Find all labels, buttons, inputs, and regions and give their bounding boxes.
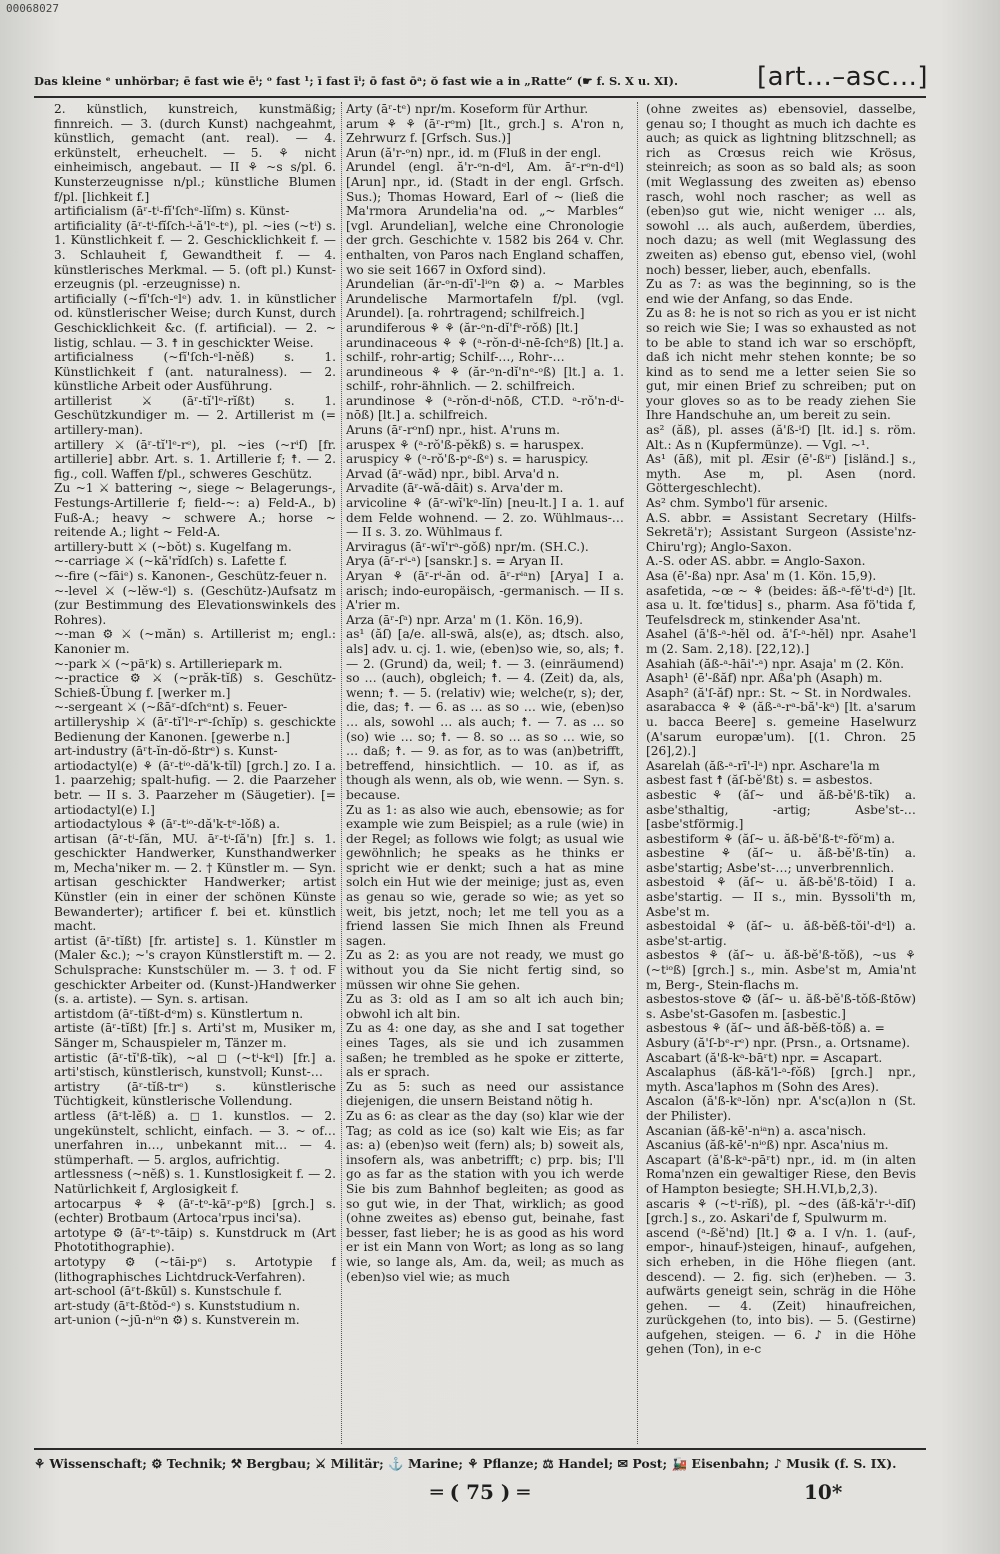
dictionary-entry: artiodactyl(e) ⚘ (āʳ-tⁱᵒ-dă'k-tĭl) [grch.] zo. I a. 1. paarzehig; spalt-hufig. — 2. die Paarzeher betr. — II s. 3. Paarzeher m (Säugetier). [= artiodactyl(e) I.]	[54, 758, 336, 817]
dictionary-entry: ~-level ⚔ (~lĕw-ᵉl) s. (Geschütz-)Aufsatz m (zur Bestimmung des Elevationswinkels des Rohres).	[54, 583, 336, 627]
dictionary-entry: A.-S. oder AS. abbr. = Anglo-Saxon.	[646, 554, 866, 569]
dictionary-entry: art-study (āʳt-ßtŏd-ᵉ) s. Kunststudium n.	[54, 1298, 300, 1313]
dictionary-entry: Asa (ē'-ßa) npr. Asa' m (1. Kön. 15,9).	[646, 569, 877, 583]
dictionary-entry: artless (āʳt-lĕß) a. ◻ 1. kunstlos. — 2. ungekünstelt, schlicht, einfach. — 3. ~ of… unerfahren in…, unbekannt mit… — 4. stümperhaft. — 5. arglos, aufrichtig.	[54, 1108, 336, 1167]
dictionary-entry: artistic (āʳ-tĭ'ß-tĭk), ~al ◻ (~tⁱ-kᵉl) [fr.] a. arti'stisch, künstlerisch, kunstvoll; Kunst-…	[54, 1050, 336, 1080]
dictionary-entry: Zu as 8: he is not so rich as you er ist nicht so reich wie Sie; I was so exhausted as not to be able to stand ich war so erschöpft, daß ich nicht mehr stehen konnte; be so kind as to send me a letter seien Sie so gut, mir einen Brief zu schreiben; put on your gloves so as to be ready ziehen Sie Ihre Handschuhe an, um bereit zu sein.	[646, 306, 916, 423]
scan-id-label: 00068027	[6, 2, 59, 15]
dictionary-entry: Asaph¹ (ē'-ßăf) npr. Aßa'ph (Asaph) m.	[646, 671, 883, 686]
dictionary-entry: asbestous ⚘ (ăſ~ und ăß-bĕß-tŏß) a. =	[646, 1021, 885, 1036]
dictionary-entry: Ascanian (ăß-kē'-nⁱᵃn) a. asca'nisch.	[646, 1123, 867, 1138]
dictionary-entry: as² (ăß), pl. asses (ă'ß-ⁱſ) [lt. id.] s. röm. Alt.: As n (Kupfermünze). — Vgl. ~¹.	[646, 423, 916, 452]
dictionary-entry: ~-park ⚔ (~pāʳk) s. Artilleriepark m.	[54, 656, 283, 671]
dictionary-entry: arvicoline ⚘ (āʳ-wĭ'kᵒ-lĭn) [neu-lt.] I a. 1. auf dem Felde wohnend. — 2. zo. Wühlmaus-… — II s. 3. zo. Wühlmaus f.	[346, 496, 624, 540]
dictionary-entry: Arya (āʳ-rⁱ-ᵃ) [sanskr.] s. = Aryan II.	[346, 554, 564, 569]
footer-rule	[34, 1448, 926, 1450]
page-header	[28, 62, 928, 98]
dictionary-entry: Arun (ă'r-ᵒn) npr., id. m (Fluß in der engl.	[346, 145, 602, 160]
column-separator	[341, 102, 342, 1444]
dictionary-entry: 2. künstlich, kunstreich, kunstmäßig; finnreich. — 3. (durch Kunst) nachgeahmt, künstlich, gemacht (ant. real). — 4. erkünstelt, erheuchelt. — 5. ⚘ nicht einheimisch, angebaut. — II ⚘ ~s s/pl. 6. Kunsterzeugnisse n/pl.; künstliche Blumen f/pl. [lichkeit f.]	[54, 102, 336, 204]
dictionary-entry: asafetida, ~œ ~ ⚘ (beides: ăß-ᵃ-fĕ'tⁱ-dᵃ) [lt. asa u. lt. fœ'tidus] s., pharm. Asa fö'tida f, Teufelsdreck m, stinkender Asa'nt.	[646, 583, 916, 627]
dictionary-entry: Zu as 7: as was the beginning, so is the end wie der Anfang, so das Ende.	[646, 277, 916, 306]
dictionary-entry: ~-practice ⚙ ⚔ (~prăk-tĭß) s. Geschütz-Schieß-Übung f. [werker m.]	[54, 671, 336, 700]
dictionary-entry: Zu as 5: such as need our assistance diejenigen, die unsern Beistand nötig h.	[346, 1079, 624, 1109]
dictionary-entry: ~-carriage ⚔ (~kă'rĭdſch) s. Lafette f.	[54, 554, 288, 569]
dictionary-entry: artlessness (~nĕß) s. 1. Kunstlosigkeit f. — 2. Natürlichkeit f, Arglosigkeit f.	[54, 1167, 336, 1196]
dictionary-entry: asbestine ⚘ (ăſ~ u. ăß-bĕ'ß-tĭn) a. asbe'startig; Asbe'st-…; unverbrennlich.	[646, 846, 916, 875]
dictionary-entry: Arviragus (āʳ-wĭ'rᵃ-gŏß) npr/m. (SH.C.).	[346, 539, 589, 554]
dictionary-entry: Arty (āʳ-tᵉ) npr/m. Koseform für Arthur.	[346, 102, 589, 116]
dictionary-entry: artificialism (āʳ-tⁱ-fĭ'ſchᵉ-lĭſm) s. Künst-	[54, 204, 290, 219]
dictionary-entry: Asarelah (ăß-ᵃ-rī'-lᵃ) npr. Aschare'la m	[646, 758, 880, 773]
dictionary-entry: art-school (āʳt-ßkūl) s. Kunstschule f.	[54, 1284, 283, 1299]
dictionary-entry: artisan (āʳ-tⁱ-ſăn, MU. āʳ-tⁱ-ſă'n) [fr.] s. 1. geschickter Handwerker, Kunsthandwerker m, Mecha'niker m. — 2. † Künstler m. — Syn. artisan geschickter Handwerker; artist Künstler (ein in einer der schönen Künste Bewanderter); artificer f. bei et. künstlich macht.	[54, 831, 336, 934]
dictionary-entry: asbestoidal ⚘ (ăſ~ u. ăß-bĕß-tŏi'-dᵉl) a. asbe'st-artig.	[646, 919, 916, 948]
dictionary-entry: (ohne zweites as) ebensoviel, dasselbe, genau so; I thought as much ich dachte es auch; as quick as lightning blitzschnell; as rich as Crœsus reich wie Krösus, steinreich; as soon as so bald als; as soon (mit Weglassung des zweiten as) ebenso rasch, wohl noch rascher; as well as (eben)so gut wie, nicht weniger … als, sowohl … als auch, außerdem, überdies, noch dazu; as well (mit Weglassung des zweiten as) ebenso gut, ebenso viel, (wohl noch) besser, lieber, auch, ebenfalls.	[646, 102, 916, 277]
dictionary-entry: ~-sergeant ⚔ (~ßāʳ-dſchᵉnt) s. Feuer-	[54, 700, 288, 715]
column-right	[646, 102, 916, 1444]
dictionary-entry: ~-fire (~fāiᵉ) s. Kanonen-, Geschütz-feuer n.	[54, 569, 328, 583]
dictionary-entry: arum ⚘ ⚘ (āʳ-rᵒm) [lt., grch.] s. A'ron n, Zehrwurz f. [Grfsch. Sus.)]	[346, 116, 624, 146]
dictionary-entry: asbest fast ☨ (ăſ-bĕ'ßt) s. = asbestos.	[646, 773, 873, 788]
dictionary-entry: ~-man ⚙ ⚔ (~măn) s. Artillerist m; engl.: Kanonier m.	[54, 627, 336, 656]
dictionary-entry: Arundel (engl. ă'r-ᵒn-dᵉl, Am. āʳ-rᵒn-dᵉl) [Arun] npr., id. (Stadt in der engl. Grfsch. Sus.); Thomas Howard, Earl of ~ (ließ die Ma'rmora Arundelia'na od. „~ Marbles“ [vgl. Arundelian], welche eine Chronologie der grch. Geschichte v. 1582 bis 264 v. Chr. enthalten, von Paros nach England schaffen, wo sie seit 1667 in Oxford sind).	[346, 160, 624, 277]
dictionary-entry: asbestos ⚘ (ăſ~ u. ăß-bĕ'ß-tŏß), ~us ⚘ (~tⁱᵒß) [grch.] s., min. Asbe'st m, Amia'nt m, Berg-, Stein-flachs m.	[646, 948, 916, 992]
dictionary-entry: asbestiform ⚘ (ăſ~ u. ăß-bĕ'ß-tᵉ-fŏʳm) a.	[646, 831, 895, 846]
dictionary-entry: As¹ (āß), mit pl. Æsir (ē'-ßⁱʳ) [isländ.] s., myth. Ase m, pl. Asen (nord. Göttergeschlecht).	[646, 452, 916, 496]
dictionary-entry: Arza (āʳ-ſᵃ) npr. Arza' m (1. Kön. 16,9).	[346, 612, 583, 627]
dictionary-entry: asarabacca ⚘ ⚘ (ăß-ᵃ-rᵃ-bă'-kᵃ) [lt. a'sarum u. bacca Beere] s. gemeine Haselwurz (A'sarum europæ'um). [(1. Chron. 25 [26],2).]	[646, 700, 916, 759]
dictionary-entry: Arundelian (ăr-ᵒn-dī'-lⁱᵒn ⚙) a. ~ Marbles Arundelische Marmortafeln f/pl. (vgl. Arundel). [a. rohrtragend; schilfreich.]	[346, 277, 624, 321]
dictionary-entry: arundiferous ⚘ ⚘ (ăr-ᵒn-dĭ'fᵉ-rŏß) [lt.]	[346, 320, 579, 335]
dictionary-entry: artiodactylous ⚘ (āʳ-tⁱᵒ-dă'k-tᵉ-lŏß) a.	[54, 817, 281, 832]
column-separator	[637, 102, 638, 1444]
dictionary-entry: Asbury (ă'ſ-bᵉ-rᵉ) npr. (Prsn., a. Ortsname).	[646, 1036, 910, 1050]
dictionary-entry: Arvad (āʳ-wăd) npr., bibl. Arva'd n.	[346, 466, 560, 481]
dictionary-entry: Ascapart (ă'ß-kᵃ-pāʳt) npr., id. m (in alten Roma'nzen ein gewaltiger Riese, den Bevis of Hampton besiegte; SH.H.VI,b,2,3).	[646, 1152, 916, 1196]
dictionary-entry: Asahiah (ăß-ᵃ-hāi'-ᵃ) npr. Asaja' m (2. Kön.	[646, 656, 904, 671]
dictionary-entry: artist (āʳ-tĭßt) [fr. artiste] s. 1. Künstler m (Maler &c.); ~'s crayon Künstlerstift m. — 2. Schulsprache: Kunstschüler m. — 3. † od. F geschickter Arbeiter od. (Kunst-)Handwerker (s. a. artiste). — Syn. s. artisan.	[54, 933, 336, 1007]
dictionary-entry: Asahel (ă'ß-ᵃ-hĕl od. ă'ſ-ᵃ-hĕl) npr. Asahe'l m (2. Sam. 2,18). [22,12).]	[646, 627, 916, 656]
dictionary-entry: artillery-butt ⚔ (~bŏt) s. Kugelfang m.	[54, 539, 292, 554]
dictionary-entry: artotype ⚙ (āʳ-tᵒ-tāip) s. Kunstdruck m (Art Phototithographie).	[54, 1225, 336, 1255]
symbol-legend: ⚘ Wissenschaft; ⚙ Technik; ⚒ Bergbau; ⚔ Militär; ⚓ Marine; ⚘ Pflanze; ⚖ Handel; ✉ Post; 🚂 Eisenbahn; ♪ Musik (f. S. IX).	[34, 1456, 897, 1471]
column-middle	[346, 102, 624, 1444]
dictionary-entry: Arvadite (āʳ-wă-dāit) s. Arva'der m.	[346, 481, 564, 496]
dictionary-entry: art-industry (āʳt-ĭn-dŏ-ßtrᵉ) s. Kunst-	[54, 744, 278, 759]
dictionary-entry: Zu ~1 ⚔ battering ~, siege ~ Belagerungs-, Festungs-Artillerie f; field-~: a) Feld-A., b) Fuß-A.; heavy ~ schwere A.; horse ~ reitende A.; light ~ Feld-A.	[54, 481, 336, 540]
dictionary-entry: as¹ (ăſ) [a/e. all-swā, als(e), as; dtsch. also, als] adv. u. cj. 1. wie, (eben)so wie, so, als; ☨. — 2. (Grund) da, weil; ☨. — 3. (einräumend) so … (auch), obgleich; ☨. — 4. (Zeit) da, als, wenn; ☨. — 5. (relativ) wie; welche(r, s); der, die, das; ☨. — 6. as … as so … wie, (eben)so … als, sowohl … als auch; ☨. — 7. as … so (so) wie … so; ☨. — 8. so … as so … wie, so … daß; ☨. — 9. as for, as to was (an)betrifft, betreffend, hinsichtlich. — 10. as if, as though als wenn, als ob, wie wenn. — Syn. s. because.	[346, 627, 624, 802]
dictionary-entry: Asaph² (ă'ſ-ăf) npr.: St. ~ St. in Nordwales.	[646, 685, 912, 700]
page-number: ═ ( 75 ) ═	[430, 1480, 530, 1504]
dictionary-entry: artificiality (āʳ-tⁱ-fĭſch-ⁱ-ă'lᵉ-tᵉ), pl. ~ies (~tⁱ) s. 1. Künstlichkeit f. — 2. Geschicklichkeit f. — 3. Schlauheit f, Gewandtheit f. — 4. künstlerisches Merkmal. — 5. (oft pl.) Kunst-erzeugnis (pl. -erzeugnisse) n.	[54, 218, 336, 292]
dictionary-entry: art-union (~jū-nⁱᵒn ⚙) s. Kunstverein m.	[54, 1313, 300, 1328]
dictionary-entry: artificialness (~fĭ'ſch-ᵉl-nĕß) s. 1. Künstlichkeit f (ant. naturalness). — 2. künstliche Arbeit oder Ausführung.	[54, 350, 336, 394]
signature-mark: 10*	[804, 1480, 843, 1504]
dictionary-entry: Aryan ⚘ (āʳ-rⁱ-ăn od. āʳ-rⁱᵃn) [Arya] I a. arisch; indo-europäisch, -germanisch. — II s. A'rier m.	[346, 569, 624, 613]
pronunciation-key: Das kleine ᵉ unhörbar; ē fast wie ēⁱ; ᵒ fast ¹; ī fast īⁱ; ō fast ōᵃ; ŏ fast wie a in „Ratte“ (☛ f. S. X u. XI).	[34, 74, 678, 88]
dictionary-entry: Zu as 3: old as I am so alt ich auch bin; obwohl ich alt bin.	[346, 992, 624, 1021]
dictionary-entry: artistry (āʳ-tĭß-trᵉ) s. künstlerische Tüchtigkeit, künstlerische Vollendung.	[54, 1079, 336, 1109]
dictionary-entry: artilleryship ⚔ (āʳ-tĭ'lᵉ-rᵉ-ſchĭp) s. geschickte Bedienung der Kanonen. [gewerbe n.]	[54, 714, 336, 744]
dictionary-entry: Aruns (āʳ-rᵒnſ) npr., hist. A'runs m.	[346, 423, 560, 438]
dictionary-entry: asbestoid ⚘ (ăſ~ u. ăß-bĕ'ß-tŏid) I a. asbe'startig. — II s., min. Byssoli'th m, Asbe'st m.	[646, 875, 916, 919]
dictionary-entry: aruspicy ⚘ (ᵃ-rŏ'ß-pᵉ-ßᵉ) s. = haruspicy.	[346, 452, 589, 467]
dictionary-entry: Zu as 1: as also wie auch, ebensowie; as for example wie zum Beispiel; as a rule (wie) in der Regel; as follows wie folgt; as usual wie gewöhnlich; he speaks as he thinks er spricht wie er denkt; such a hat as mine solch ein Hut wie der meinige; just as, even as genau so wie, gerade so wie; as yet so weit, bis jetzt, noch; let me tell you as a friend lassen Sie mich Ihnen als Freund sagen.	[346, 802, 624, 948]
dictionary-entry: Zu as 2: as you are not ready, we must go without you da Sie nicht fertig sind, so müssen wir ohne Sie gehen.	[346, 948, 624, 992]
dictionary-entry: artotypy ⚙ (~tāi-pᵉ) s. Artotypie f (lithographisches Lichtdruck-Verfahren).	[54, 1254, 336, 1284]
dictionary-entry: arundinaceous ⚘ ⚘ (ᵃ-rŏn-dⁱ-nē-ſchᵒß) [lt.] a. schilf-, rohr-artig; Schilf-…, Rohr-…	[346, 335, 624, 365]
dictionary-entry: As² chm. Symbo'l für arsenic.	[646, 496, 828, 511]
dictionary-entry: Ascanius (ăß-kē'-nⁱᵒß) npr. Asca'nius m.	[646, 1138, 889, 1153]
dictionary-entry: Ascalaphus (ăß-kă'l-ᵃ-fŏß) [grch.] npr., myth. Asca'laphos m (Sohn des Ares).	[646, 1065, 916, 1094]
header-rule	[34, 96, 926, 98]
column-left	[54, 102, 336, 1444]
dictionary-entry: artificially (~fĭ'ſch-ᵉlᵉ) adv. 1. in künstlicher od. künstlerischer Weise; durch Kunst, durch Geschicklichkeit &c. (f. artificial). — 2. ~ listig, schlau. — 3. ☨ in geschickter Weise.	[54, 291, 336, 350]
dictionary-entry: ascend (ᵃ-ßĕ'nd) [lt.] ⚙ a. I v/n. 1. (auf-, empor-, hinauf-)steigen, hinauf-, aufgehen, sich erheben, in die Höhe fliegen (ant. descend). — 2. fig. sich (er)heben. — 3. aufwärts geneigt sein, schräg in die Höhe gehen. — 4. (Zeit) hinaufreichen, zurückgehen (to, into bis). — 5. (Gestirne) aufgehen, steigen. — 6. ♪ in die Höhe gehen (Ton), in e-c	[646, 1225, 916, 1357]
dictionary-entry: asbestic ⚘ (ăſ~ und ăß-bĕ'ß-tĭk) a. asbe'sthaltig, -artig; Asbe'st-… [asbe'stförmig.]	[646, 787, 916, 832]
dictionary-entry: artillery ⚔ (āʳ-tĭ'lᵉ-rᵉ), pl. ~ies (~rⁱſ) [fr. artillerie] abbr. Art. s. 1. Artillerie f; ☨. — 2. fig., coll. Waffen f/pl., schweres Geschütz.	[54, 437, 336, 481]
dictionary-entry: A.S. abbr. = Assistant Secretary (Hilfs-Sekretä'r); Assistant Surgeon (Assiste'nz-Chiru'rg); Anglo-Saxon.	[646, 510, 916, 554]
dictionary-entry: Ascalon (ă'ß-kᵃ-lŏn) npr. A'sc(a)lon n (St. der Philister).	[646, 1094, 916, 1123]
dictionary-entry: artiste (āʳ-tĭßt) [fr.] s. Arti'st m, Musiker m, Sänger m, Schauspieler m, Tänzer m.	[54, 1021, 336, 1050]
dictionary-entry: arundineous ⚘ ⚘ (ăr-ᵒn-dĭ'nᵉ-ᵒß) [lt.] a. 1. schilf-, rohr-ähnlich. — 2. schilfreich.	[346, 364, 624, 394]
dictionary-entry: asbestos-stove ⚙ (ăſ~ u. ăß-bĕ'ß-tŏß-ßtōw) s. Asbe'st-Gasofen m. [asbestic.]	[646, 992, 916, 1021]
dictionary-entry: aruspex ⚘ (ᵃ-rŏ'ß-pĕkß) s. = haruspex.	[346, 437, 585, 452]
entry-range: [art...–asc...]	[757, 62, 928, 92]
dictionary-entry: artocarpus ⚘ ⚘ (āʳ-tᵒ-kāʳ-pᵒß) [grch.] s. (echter) Brotbaum (Artoca'rpus inci'sa).	[54, 1196, 336, 1226]
dictionary-entry: arundinose ⚘ (ᵃ-rŏn-dⁱ-nōß, CT.D. ᵃ-rŏ'n-dⁱ-nōß) [lt.] a. schilfreich.	[346, 393, 624, 423]
dictionary-entry: Zu as 4: one day, as she and I sat together eines Tages, als sie und ich zusammen saßen; he trembled as he spoke er zitterte, als er sprach.	[346, 1021, 624, 1080]
dictionary-entry: artistdom (āʳ-tĭßt-dᵉm) s. Künstlertum n.	[54, 1006, 304, 1021]
dictionary-entry: ascaris ⚘ (~tⁱ-rĭß), pl. ~des (ăß-kă'r-ⁱ-dīſ) [grch.] s., zo. Askari'de f, Spulwurm m.	[646, 1196, 916, 1226]
dictionary-entry: Zu as 6: as clear as the day (so) klar wie der Tag; as cold as ice (so) kalt wie Eis; as far as: a) (eben)so weit (fern) als; b) soweit als, insofern als, was anbetrifft; c) prp. bis; I'll go as far as the station with you ich werde Sie bis zum Bahnhof begleiten; as good as so gut wie, in der That, wirklich; as good (ohne zweites as) ebenso gut, beinahe, fast besser, fast lieber; he is as good as his word er ist ein Mann von Wort; as long as so lang wie, so lange als, Am. da, weil; as much as (eben)so viel wie; as much	[346, 1108, 624, 1284]
dictionary-entry: artillerist ⚔ (āʳ-tĭ'lᵉ-rĭßt) s. 1. Geschützkundiger m. — 2. Artillerist m (= artillery-man).	[54, 393, 336, 438]
dictionary-entry: Ascabart (ă'ß-kᵃ-bāʳt) npr. = Ascapart.	[646, 1050, 883, 1065]
